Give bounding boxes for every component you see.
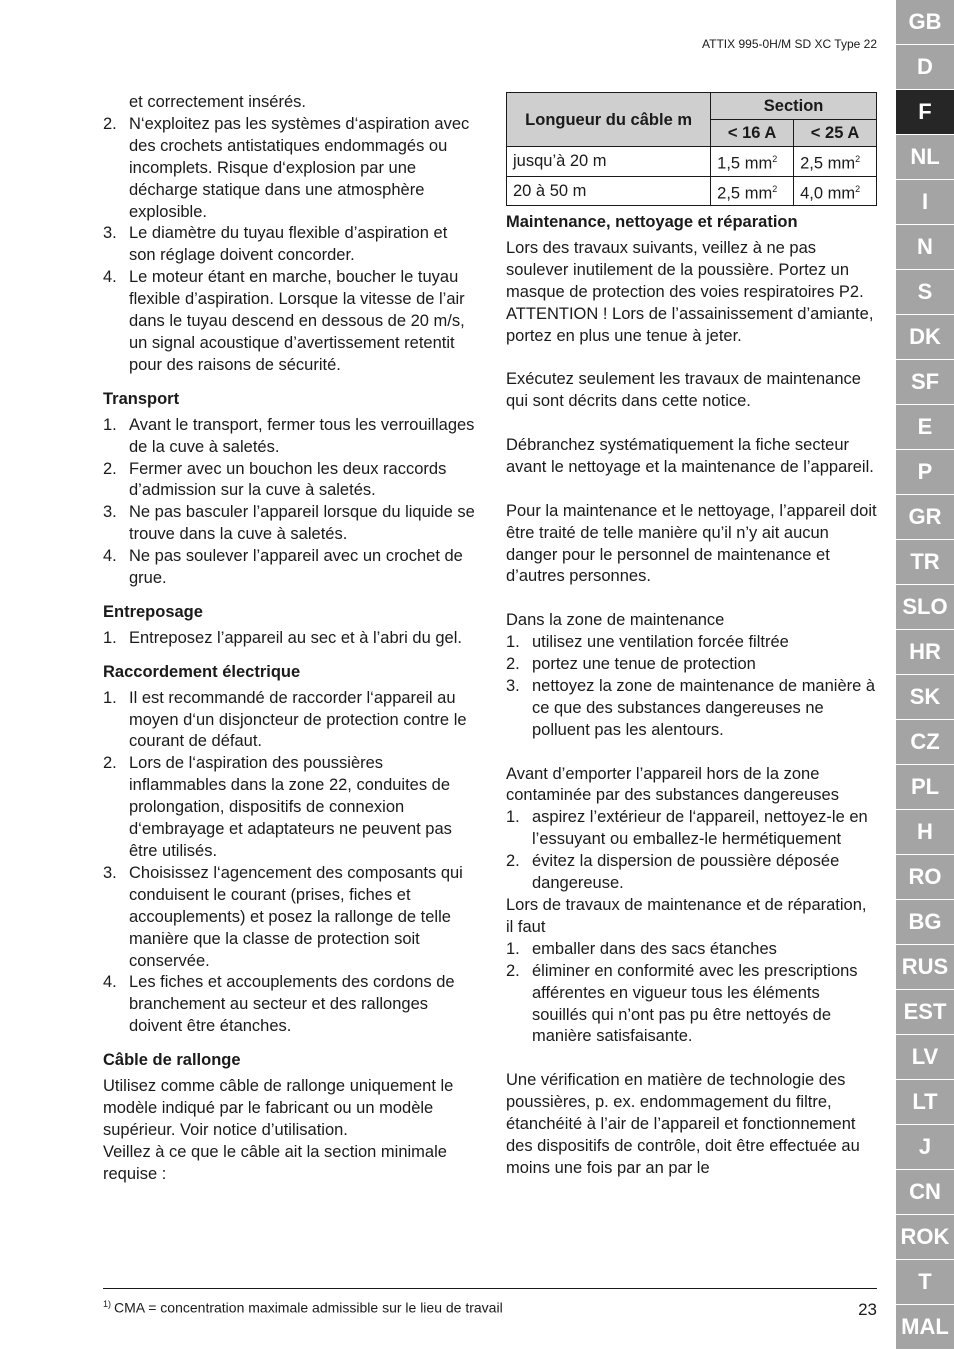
list-item-text: Le moteur étant en marche, boucher le tuyau flexible d’aspiration. Lorsque la vitesse de l’air dans le tuyau descend en dessous de 20 m/s, un signal acoustique d’avertissement retentit pour des raisons de sécurité.: [129, 268, 465, 374]
language-tab-cn[interactable]: CN: [896, 1170, 954, 1214]
footnote-mark: 1): [103, 1299, 112, 1309]
list-item-number: 3.: [506, 676, 520, 695]
language-tab-est[interactable]: EST: [896, 990, 954, 1034]
language-tab-cz[interactable]: CZ: [896, 720, 954, 764]
list-item-text: Lors de l‘aspiration des poussières inflammables dans la zone 22, conduites de prolongation, dispositifs de connexion d‘embrayage et adaptateurs ne peuvent pas être utilisés.: [129, 754, 452, 860]
language-tab-tr[interactable]: TR: [896, 540, 954, 584]
list-item-number: 2.: [506, 961, 520, 980]
list-item: [103, 114, 475, 224]
list-item: [103, 546, 475, 590]
list-item: [103, 972, 475, 1038]
list-item-number: 1.: [506, 633, 520, 652]
list-item: [506, 654, 878, 676]
before-removal-list: [506, 807, 878, 895]
list-item-text: N‘exploitez pas les systèmes d‘aspiration avec des crochets antistatiques endommagés ou incomplets. Risque d‘explosion par une décharge statique dans une atmosphère explosible.: [129, 114, 470, 221]
list-item-number: 3.: [103, 224, 117, 243]
language-tab-ro[interactable]: RO: [896, 855, 954, 899]
list-item-text: Ne pas soulever l’appareil avec un crochet de grue.: [129, 547, 463, 588]
dust-check-paragraph: Une vérification en matière de technologie des poussières, p. ex. endommagement du filtre, étanchéité à l’air de l’appareil et fonctionnement des dispositifs de contrôle, doit être effectuée au moins une fois par an par le: [506, 1071, 860, 1177]
electrical-heading: Raccordement électrique: [103, 662, 301, 681]
list-item: [506, 961, 878, 1049]
left-column: [103, 92, 475, 1186]
list-item-text: Ne pas basculer l’appareil lorsque du liquide se trouve dans la cuve à saletés.: [129, 503, 475, 544]
list-item: [103, 459, 475, 503]
right-column: [506, 92, 878, 1180]
list-item: [506, 676, 878, 742]
language-tab-hr[interactable]: HR: [896, 630, 954, 674]
language-tab-j[interactable]: J: [896, 1125, 954, 1169]
list-item: [103, 223, 475, 267]
list-item-number: 2.: [103, 459, 117, 478]
language-tab-d[interactable]: D: [896, 45, 954, 89]
list-item-number: 1.: [103, 688, 117, 707]
list-item-text: Avant le transport, fermer tous les verrouillages de la cuve à saletés.: [129, 415, 475, 456]
table-row: [507, 176, 877, 206]
language-tab-dk[interactable]: DK: [896, 315, 954, 359]
language-tab-t[interactable]: T: [896, 1260, 954, 1304]
language-tab-lv[interactable]: LV: [896, 1035, 954, 1079]
before-removal-intro: Avant d’emporter l’appareil hors de la zone contaminée par des substances dangereuses: [506, 764, 839, 805]
list-item: [506, 807, 878, 851]
footnote: [103, 1299, 503, 1316]
list-item: [103, 628, 475, 650]
list-item-number: 4.: [103, 547, 117, 566]
language-tab-rus[interactable]: RUS: [896, 945, 954, 989]
table-cell-a: 2,5 $mm^2$: [711, 176, 794, 206]
list-item-text: évitez la dispersion de poussière déposée dangereuse.: [532, 852, 840, 893]
list-item: [103, 267, 475, 377]
table-cell-b: 2,5 $mm^2$: [794, 147, 877, 177]
maintenance-zone-intro: Dans la zone de maintenance: [506, 611, 725, 630]
list-item-text: éliminer en conformité avec les prescriptions afférentes en vigueur tous les éléments souillés qui n’ont pas pu être nettoyés de manière satisfaisante.: [532, 961, 858, 1046]
maintenance-heading: Maintenance, nettoyage et réparation: [506, 213, 798, 231]
list-item-text: portez une tenue de protection: [532, 655, 756, 674]
list-item-number: 2.: [103, 114, 117, 133]
language-tab-slo[interactable]: SLO: [896, 585, 954, 629]
list-item-number: 1.: [506, 939, 520, 958]
table-cell-a: 1,5 $mm^2$: [711, 147, 794, 177]
list-item-text: Entreposez l’appareil au sec et à l’abri du gel.: [129, 628, 462, 647]
language-tab-e[interactable]: E: [896, 405, 954, 449]
list-item-text: Le diamètre du tuyau flexible d’aspiration et son réglage doivent concorder.: [129, 224, 448, 265]
list-item-number: 3.: [103, 503, 117, 522]
list-item-number: 1.: [103, 628, 117, 647]
extension-cable-heading: Câble de rallonge: [103, 1051, 241, 1070]
maintenance-paragraph-scope: Exécutez seulement les travaux de maintenance qui sont décrits dans cette notice.: [506, 370, 861, 411]
footer-divider: [103, 1288, 877, 1289]
language-tab-gr[interactable]: GR: [896, 495, 954, 539]
electrical-list: [103, 688, 475, 1039]
list-item: [103, 863, 475, 973]
storage-heading: Entreposage: [103, 602, 203, 621]
document-model-header: ATTIX 995-0H/M SD XC Type 22: [702, 37, 877, 51]
table-row: [507, 147, 877, 177]
list-item-number: 4.: [103, 268, 117, 287]
list-item: [506, 851, 878, 895]
maintenance-paragraph-safety: Pour la maintenance et le nettoyage, l’appareil doit être traité de telle manière qu’il n’y ait aucun danger pour le personnel de maintenance et d’autres personnes.: [506, 501, 877, 586]
list-item-text: Fermer avec un bouchon les deux raccords d’admission sur la cuve à saletés.: [129, 459, 447, 500]
unit-exponent: 2: [855, 154, 861, 164]
table-header-16a: < 16 A: [711, 120, 794, 147]
list-item-number: 2.: [506, 852, 520, 871]
language-tab-i[interactable]: I: [896, 180, 954, 224]
unit-exponent: 2: [855, 183, 861, 194]
language-tab-mal[interactable]: MAL: [896, 1305, 954, 1349]
language-tab-lt[interactable]: LT: [896, 1080, 954, 1124]
list-item: [103, 753, 475, 863]
list-item-number: 2.: [103, 754, 117, 773]
table-header-section: Section: [711, 93, 877, 120]
safety-list-continued: [103, 114, 475, 377]
list-item: [506, 632, 878, 654]
storage-list: [103, 628, 475, 650]
page-number: 23: [858, 1300, 877, 1319]
footnote-text: CMA = concentration maximale admissible sur le lieu de travail: [114, 1299, 503, 1316]
list-item-number: 1.: [103, 415, 117, 434]
language-tab-sf[interactable]: SF: [896, 360, 954, 404]
repair-intro: Lors de travaux de maintenance et de réparation, il faut: [506, 896, 867, 936]
language-tab-nl[interactable]: NL: [896, 135, 954, 179]
language-tab-sk[interactable]: SK: [896, 675, 954, 719]
language-tab-gb[interactable]: GB: [896, 0, 954, 44]
transport-list: [103, 415, 475, 590]
list-item-text: aspirez l’extérieur de l‘appareil, nettoyez-le en l’essuyant ou emballez-le hermétiquement: [532, 808, 868, 849]
list-item-number: 4.: [103, 973, 117, 992]
maintenance-paragraph-unplug: Débranchez systématiquement la fiche secteur avant le nettoyage et la maintenance de l’appareil.: [506, 436, 874, 476]
table-cell-b: 4,0 $mm^2$: [794, 176, 877, 206]
maintenance-paragraph-asbestos: ATTENTION ! Lors de l’assainissement d’amiante, portez en plus une tenue à jeter.: [506, 304, 874, 345]
extension-cable-text: Utilisez comme câble de rallonge uniquement le modèle indiqué par le fabricant ou un modèle supérieur. Voir notice d’utilisation.: [103, 1077, 454, 1139]
table-header-length: Longueur du câble m: [507, 93, 711, 147]
language-tab-pl[interactable]: PL: [896, 765, 954, 809]
list-item: [103, 688, 475, 754]
maintenance-zone-list: [506, 632, 878, 742]
language-tab-f[interactable]: F: [896, 90, 954, 134]
language-tab-s[interactable]: S: [896, 270, 954, 314]
list-item-text: Les fiches et accouplements des cordons de branchement au secteur et des rallonges doivent être étanches.: [129, 973, 455, 1036]
table-cell-length: 20 à 50 m: [507, 176, 711, 206]
list-item: [506, 939, 878, 961]
list-item-text: utilisez une ventilation forcée filtrée: [532, 633, 789, 652]
list-item-text: Choisissez l‘agencement des composants qui conduisent le courant (prises, fiches et accouplements) et posez la rallonge de telle manière que la classe de protection soit conservée.: [129, 863, 463, 970]
list-item: [103, 502, 475, 546]
maintenance-paragraph-dust: Lors des travaux suivants, veillez à ne pas soulever inutilement de la poussière. Portez un masque de protection des voies respiratoires P2.: [506, 238, 864, 301]
repair-list: [506, 939, 878, 1049]
language-tab-p[interactable]: P: [896, 450, 954, 494]
cable-section-table: [506, 92, 877, 206]
language-tab-rok[interactable]: ROK: [896, 1215, 954, 1259]
list-item-text: nettoyez la zone de maintenance de manière à ce que des substances dangereuses ne polluent pas les alentours.: [532, 676, 876, 739]
list-item-text: emballer dans des sacs étanches: [532, 939, 777, 958]
unit-exponent: 2: [772, 154, 778, 164]
language-tabs: [896, 0, 954, 1350]
continued-line: et correctement insérés.: [129, 93, 306, 111]
list-item-text: Il est recommandé de raccorder l‘appareil au moyen d‘un disjoncteur de protection contre le courant de défaut.: [129, 688, 467, 751]
language-tab-h[interactable]: H: [896, 810, 954, 854]
extension-cable-requirement: Veillez à ce que le câble ait la section minimale requise :: [103, 1142, 447, 1183]
list-item-number: 3.: [103, 863, 117, 882]
table-header-25a: < 25 A: [794, 120, 877, 147]
list-item: [103, 415, 475, 459]
list-item-number: 1.: [506, 808, 520, 827]
unit-exponent: 2: [772, 183, 778, 194]
table-cell-length: jusqu’à 20 m: [507, 147, 711, 177]
transport-heading: Transport: [103, 389, 180, 408]
language-tab-bg[interactable]: BG: [896, 900, 954, 944]
list-item-number: 2.: [506, 655, 520, 674]
language-tab-n[interactable]: N: [896, 225, 954, 269]
